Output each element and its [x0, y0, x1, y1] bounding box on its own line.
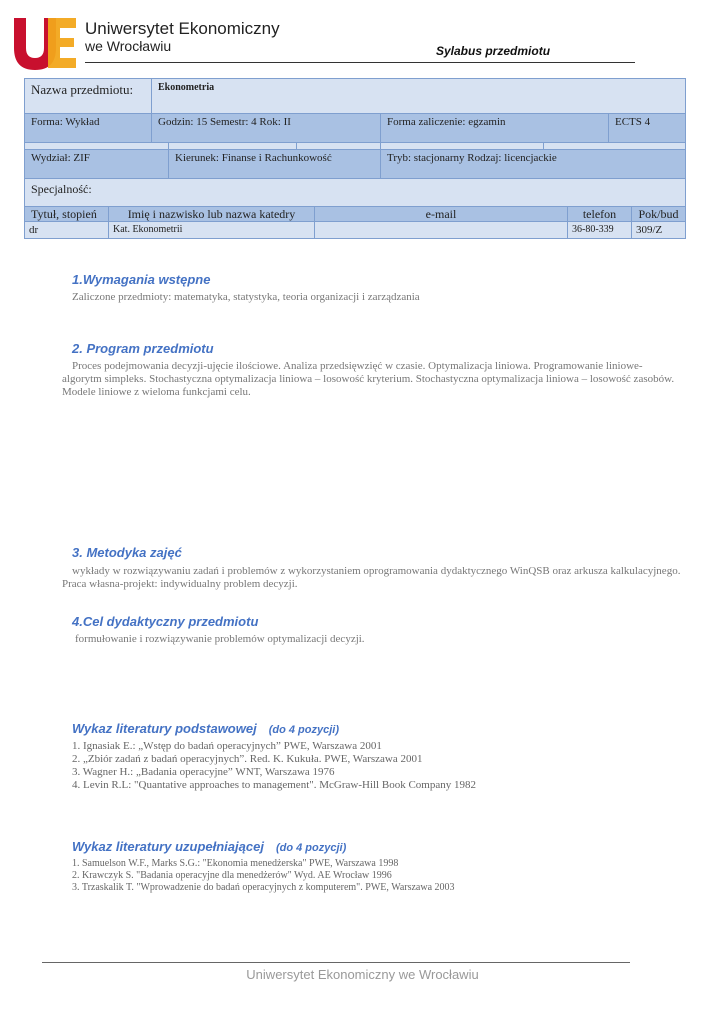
requirements-title: 1.Wymagania wstępne	[72, 272, 211, 287]
goal-text: formułowanie i rozwiązywanie problemów optymalizacji decyzji.	[75, 633, 365, 645]
staff-row	[24, 221, 686, 239]
course-info-table	[24, 78, 686, 239]
field-cell: Kierunek: Finanse i Rachunkowość	[169, 150, 381, 178]
subject-value: Ekonometria	[152, 79, 685, 113]
goal-title: 4.Cel dydaktyczny przedmiotu	[72, 614, 259, 629]
staff-header-room: Pok/bud	[632, 207, 685, 221]
specialty-row	[24, 178, 686, 206]
literature-basic-item: 4. Levin R.L: "Quantative approaches to management". McGraw-Hill Book Company 1982	[72, 779, 476, 791]
form-cell: Forma: Wykład	[25, 114, 152, 142]
methodology-line: Praca własna-projekt: indywidualny problem decyzji.	[62, 578, 298, 590]
subject-row	[24, 78, 686, 113]
faculty-row	[24, 149, 686, 178]
literature-extra-title-text: Wykaz literatury uzupełniającej	[72, 839, 264, 854]
literature-extra-title	[72, 839, 346, 854]
staff-phone: 36-80-339	[568, 222, 632, 238]
staff-room: 309/Z	[632, 222, 685, 238]
footer-divider	[42, 962, 630, 963]
literature-basic-title-text: Wykaz literatury podstawowej	[72, 721, 257, 736]
mode-cell: Tryb: stacjonarny Rodzaj: licencjackie	[381, 150, 685, 178]
literature-extra-item: 1. Samuelson W.F., Marks S.G.: "Ekonomia menedżerska" PWE, Warszawa 1998	[72, 858, 399, 869]
literature-basic-item: 3. Wagner H.: „Badania operacyjne” WNT, Warszawa 1976	[72, 766, 335, 778]
ects-cell: ECTS 4	[609, 114, 685, 142]
spacer-row	[24, 142, 686, 149]
staff-email	[315, 222, 568, 238]
staff-header-phone: telefon	[568, 207, 632, 221]
university-logo	[12, 14, 78, 70]
methodology-line: wykłady w rozwiązywaniu zadań i problemów z wykorzystaniem oprogramowania dydaktycznego WinQSB oraz arkusza kalkulacyjnego.	[72, 565, 681, 577]
literature-basic-title	[72, 721, 339, 736]
assessment-cell: Forma zaliczenie: egzamin	[381, 114, 609, 142]
staff-header-email: e-mail	[315, 207, 568, 221]
program-line: algorytm simpleks. Stochastyczna optymalizacja liniowa – losowość kryterium. Stochastyczna optymalizacja liniowa – losowość zasobów.	[62, 373, 675, 385]
hours-cell: Godzin: 15 Semestr: 4 Rok: II	[152, 114, 381, 142]
literature-basic-item: 2. „Zbiór zadań z badań operacyjnych”. Red. K. Kukuła. PWE, Warszawa 2001	[72, 753, 423, 765]
requirements-text: Zaliczone przedmioty: matematyka, statystyka, teoria organizacji i zarządzania	[72, 291, 420, 303]
program-title: 2. Program przedmiotu	[72, 341, 214, 356]
program-line: Proces podejmowania decyzji-ujęcie ilościowe. Analiza przedsięwzięć w czasie. Optymalizacja liniowa. Programowanie liniowe-	[72, 360, 643, 372]
literature-basic-note: (do 4 pozycji)	[268, 724, 339, 736]
staff-title: dr	[25, 222, 109, 238]
header-divider	[85, 62, 635, 63]
faculty-cell: Wydział: ZIF	[25, 150, 169, 178]
staff-header-row	[24, 206, 686, 221]
literature-basic-item: 1. Ignasiak E.: „Wstęp do badań operacyjnych” PWE, Warszawa 2001	[72, 740, 382, 752]
literature-extra-item: 2. Krawczyk S. "Badania operacyjne dla menedżerów" Wyd. AE Wrocław 1996	[72, 870, 392, 881]
program-line: Modele liniowe z wieloma funkcjami celu.	[62, 386, 251, 398]
staff-header-title: Tytuł, stopień	[25, 207, 109, 221]
footer-text: Uniwersytet Ekonomiczny we Wrocławiu	[246, 967, 479, 982]
literature-extra-item: 3. Trzaskalik T. "Wprowadzenie do badań operacyjnych z komputerem". PWE, Warszawa 2003	[72, 882, 455, 893]
university-city: we Wrocławiu	[85, 38, 172, 54]
literature-extra-note: (do 4 pozycji)	[275, 842, 347, 854]
specialty-label: Specjalność:	[25, 179, 685, 206]
subject-label: Nazwa przedmiotu:	[25, 79, 152, 113]
methodology-title: 3. Metodyka zajęć	[72, 545, 182, 560]
form-row	[24, 113, 686, 142]
document-type: Sylabus przedmiotu	[436, 44, 551, 58]
staff-header-name: Imię i nazwisko lub nazwa katedry	[109, 207, 315, 221]
university-name: Uniwersytet Ekonomiczny	[85, 19, 280, 38]
staff-department: Kat. Ekonometrii	[109, 222, 315, 238]
